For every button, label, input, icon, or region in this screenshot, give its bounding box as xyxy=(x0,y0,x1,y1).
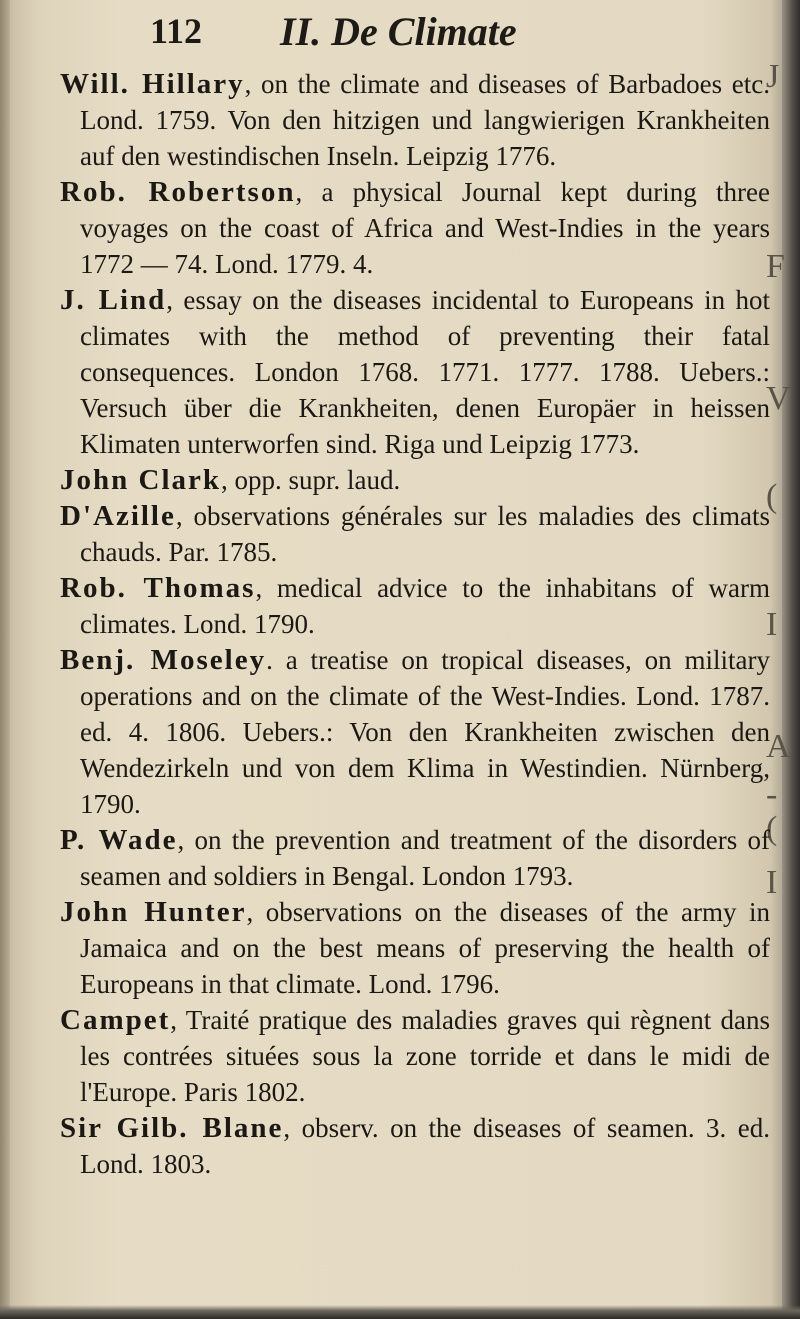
entry-text: . a treatise on tropical diseases, on military operations and on the climate of the West-Indies. Lond. 1787. ed. 4. 1806. Uebers.: Von den Krankheiten zwischen den Wendezirkeln und von dem Klima in Westindien. Nürnberg, 1790. xyxy=(80,645,770,819)
entry-text: , opp. supr. laud. xyxy=(221,465,401,495)
entry-text: , essay on the diseases incidental to Europeans in hot climates with the method of preventing their fatal consequences. London 1768. 1771. 1777. 1788. Uebers.: Versuch über die Krankheiten, denen Europäer in heissen Klimaten unterworfen sind. Riga und Leipzig 1773. xyxy=(80,285,770,459)
bleed-glyph: V xyxy=(766,380,791,417)
bleed-glyph: J xyxy=(766,58,780,95)
running-title: II. De Climate xyxy=(280,9,517,54)
entry-author: Benj. Moseley xyxy=(60,644,267,676)
entry-author: Sir Gilb. Blane xyxy=(60,1112,284,1144)
entry-text: , on the prevention and treatment of the disorders of seamen and soldiers in Bengal. London 1793. xyxy=(80,825,770,891)
entry-author: D'Azille xyxy=(60,500,176,532)
bleed-glyph: ( xyxy=(766,810,778,847)
entry-text: , observ. on the diseases of seamen. 3. ed. Lond. 1803. xyxy=(80,1113,771,1179)
entry-text: , observations générales sur les maladies des climats chauds. Par. 1785. xyxy=(80,501,770,567)
bibliography-entry xyxy=(60,894,770,1002)
entry-author: Will. Hillary xyxy=(60,68,245,100)
entry-author: J. Lind xyxy=(60,284,167,316)
page-edge-shadow xyxy=(782,0,800,1319)
bibliography-entry xyxy=(60,66,770,174)
bibliography-entry xyxy=(60,282,770,462)
bleed-glyph: F xyxy=(766,248,785,285)
entry-text: , medical advice to the inhabitans of warm climates. Lond. 1790. xyxy=(80,573,771,639)
bleed-glyph: A xyxy=(766,728,791,765)
bibliography-entry xyxy=(60,1002,770,1110)
page-spine-shadow xyxy=(0,0,10,1319)
bibliography-entry xyxy=(60,1110,770,1182)
bibliography-entry xyxy=(60,642,770,822)
bleed-glyph: I xyxy=(766,606,778,643)
entry-author: P. Wade xyxy=(60,824,178,856)
bleed-glyph: I xyxy=(766,864,778,901)
entry-author: Rob. Robertson xyxy=(60,176,296,208)
bibliography-list xyxy=(60,66,770,1182)
bibliography-entry xyxy=(60,498,770,570)
entry-author: John Clark xyxy=(60,464,222,496)
bleed-glyph: ( xyxy=(766,478,778,515)
entry-text: , Traité pratique des maladies graves qui règnent dans les contrées situées sous la zone torride et dans le midi de l'Europe. Paris 1802. xyxy=(80,1005,770,1107)
entry-author: Campet xyxy=(60,1004,171,1036)
entry-author: John Hunter xyxy=(60,896,247,928)
page-number: 112 xyxy=(150,11,203,51)
entry-author: Rob. Thomas xyxy=(60,572,256,604)
page-header xyxy=(150,8,750,54)
entry-text: , on the climate and diseases of Barbadoes etc. Lond. 1759. Von den hitzigen und langwierigen Krankheiten auf den westindischen Inseln. Leipzig 1776. xyxy=(80,69,771,171)
entry-text: , observations on the diseases of the army in Jamaica and on the best means of preserving the health of Europeans in that climate. Lond. 1796. xyxy=(80,897,770,999)
bibliography-entry xyxy=(60,462,770,498)
page-bottom-shadow xyxy=(0,1305,800,1319)
bibliography-entry xyxy=(60,174,770,282)
entry-text: , a physical Journal kept during three voyages on the coast of Africa and West-Indies in the years 1772 — 74. Lond. 1779. 4. xyxy=(80,177,770,279)
bleed-glyph: - xyxy=(766,776,778,813)
bibliography-entry xyxy=(60,822,770,894)
bibliography-entry xyxy=(60,570,770,642)
